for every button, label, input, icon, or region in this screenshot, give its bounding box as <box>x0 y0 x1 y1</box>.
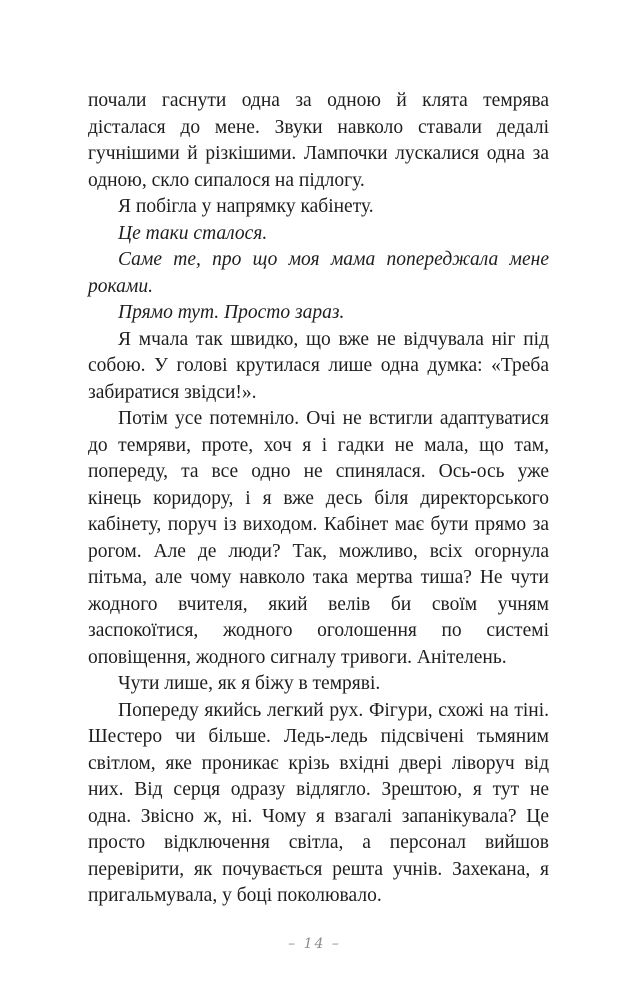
paragraph-continuation: почали гаснути одна за одною й клята темрява дісталася до мене. Звуки навколо ставали дедалі гучнішими й різкішими. Лампочки лускалися одна за одною, скло сипалося на підлогу. <box>88 90 549 191</box>
page-number: – 14 – <box>288 936 341 952</box>
paragraph: Попереду якийсь легкий рух. Фігури, схожі на тіні. Шестеро чи більше. Ледь-ледь підсвічені тьмяним світлом, яке проникає крізь вхідні двері ліворуч від них. Від серця одразу відлягло. Зрештою, я тут не одна. Звісно ж, ні. Чому я взагалі запанікувала? Це просто відключення світла, а персонал вийшов перевірити, як почувається решта учнів. Захекана, я пригальмувала, у боці поколювало. <box>88 699 549 906</box>
paragraph: Чути лише, як я біжу в темряві. <box>118 673 381 694</box>
paragraph-emphasis: Це таки сталося. <box>118 222 268 244</box>
paragraph: Я мчала так швидко, що вже не відчувала ніг під собою. У голові крутилася лише одна думка: «Треба забиратися звідси!». <box>88 328 549 403</box>
paragraph-emphasis: Саме те, про що моя мама попереджала мене роками. <box>88 249 549 297</box>
paragraph-emphasis: Прямо тут. Просто зараз. <box>118 302 345 323</box>
paragraph: Я побігла у напрямку кабінету. <box>118 196 374 217</box>
paragraph: Потім усе потемніло. Очі не встигли адаптуватися до темряви, проте, хоч я і гадки не мала, що там, попереду, та все одно не спинялася. Ось-ось уже кінець коридору, і я вже десь біля директорського кабінету, поруч із виходом. Кабінет має бути прямо за рогом. Але де люди? Так, можливо, всіх огорнула пітьма, але чому навколо така мертва тиша? Не чути жодного вчителя, який велів би своїм учням заспокоїтися, жодного оголошення по системі оповіщення, жодного сигналу тривоги. Анітелень. <box>88 408 549 668</box>
body-text <box>88 88 549 910</box>
